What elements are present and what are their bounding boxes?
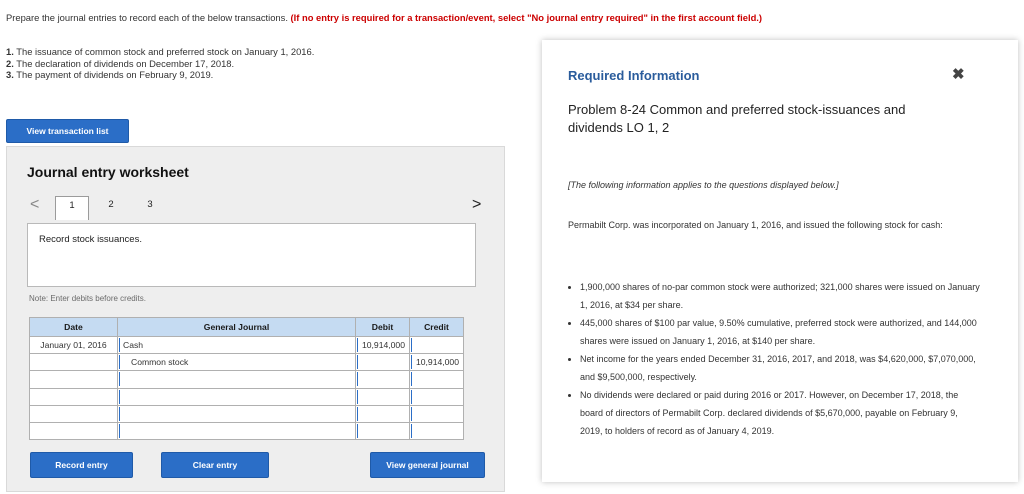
- problem-heading: Problem 8-24 Common and preferred stock-issuances and dividends LO 1, 2: [568, 102, 906, 135]
- clear-entry-button[interactable]: Clear entry: [161, 452, 269, 478]
- table-row: [30, 354, 464, 371]
- view-general-journal-button[interactable]: View general journal: [370, 452, 485, 478]
- debit-header: Debit: [356, 318, 410, 337]
- debit-field[interactable]: [357, 407, 408, 421]
- required-information-panel: [542, 40, 1018, 482]
- account-field[interactable]: [119, 372, 354, 386]
- transaction-item: 3. The payment of dividends on February 9, 2019.: [6, 69, 214, 80]
- credit-field[interactable]: [411, 407, 462, 421]
- record-instruction-text: Record stock issuances.: [39, 234, 142, 245]
- debit-field[interactable]: [357, 372, 408, 386]
- transaction-list: [6, 46, 314, 81]
- account-field[interactable]: [119, 424, 354, 438]
- instructions-emphasis: (If no entry is required for a transaction/event, select "No journal entry required" in the first account field.): [290, 12, 763, 23]
- instructions-text: Prepare the journal entries to record each of the below transactions.: [6, 12, 291, 23]
- tab-1[interactable]: 1: [55, 196, 89, 220]
- journal-table: [29, 317, 464, 440]
- record-entry-button[interactable]: Record entry: [30, 452, 133, 478]
- facts-list: [568, 278, 980, 440]
- general-journal-header: General Journal: [118, 318, 356, 337]
- credit-field[interactable]: [411, 424, 462, 438]
- record-instruction-box: [27, 223, 476, 287]
- worksheet-title: Journal entry worksheet: [27, 164, 189, 180]
- debit-field[interactable]: [357, 424, 408, 438]
- next-arrow-icon[interactable]: >: [472, 196, 482, 213]
- account-field[interactable]: [119, 390, 354, 404]
- credit-field[interactable]: [411, 372, 462, 386]
- instructions: [6, 12, 762, 23]
- date-cell[interactable]: January 01, 2016: [30, 337, 118, 354]
- debit-field[interactable]: [357, 390, 408, 404]
- panel-title: Required Information: [568, 68, 700, 83]
- account-field[interactable]: Common stock: [119, 355, 354, 369]
- credit-field[interactable]: [411, 390, 462, 404]
- tab-2[interactable]: 2: [108, 199, 114, 210]
- tab-3[interactable]: 3: [147, 199, 153, 210]
- debit-field[interactable]: 10,914,000: [357, 338, 408, 352]
- list-item: • No dividends were declared or paid during 2016 or 2017. However, on December 17, 2018, the board of directors of Permabilt Corp. declared dividends of $5,670,000, payable on February 9, 2019, to holders of record as of January 4, 2019.: [580, 386, 980, 440]
- debit-field[interactable]: [357, 355, 408, 369]
- date-cell[interactable]: [30, 371, 118, 388]
- account-field[interactable]: [119, 407, 354, 421]
- list-item: • Net income for the years ended December 31, 2016, 2017, and 2018, was $4,620,000, $7,070,000, and $9,500,000, respectively.: [580, 350, 980, 386]
- table-row: [30, 337, 464, 354]
- date-cell[interactable]: [30, 422, 118, 439]
- credit-field[interactable]: [411, 338, 462, 352]
- transaction-item: 2. The declaration of dividends on December 17, 2018.: [6, 57, 235, 69]
- list-item: • 1,900,000 shares of no-par common stock were authorized; 321,000 shares were issued on January 1, 2016, at $34 per share.: [580, 278, 980, 314]
- applies-note: [The following information applies to the questions displayed below.]: [568, 180, 839, 190]
- prev-arrow-icon[interactable]: <: [30, 196, 40, 213]
- date-cell[interactable]: [30, 405, 118, 422]
- credit-field[interactable]: 10,914,000: [411, 355, 462, 369]
- debit-credit-note: Note: Enter debits before credits.: [29, 294, 146, 303]
- date-cell[interactable]: [30, 388, 118, 405]
- intro-text: Permabilt Corp. was incorporated on January 1, 2016, and issued the following stock for cash:: [568, 220, 943, 230]
- transaction-item: 1. The issuance of common stock and preferred stock on January 1, 2016.: [6, 46, 315, 57]
- date-cell[interactable]: [30, 354, 118, 371]
- list-item: • 445,000 shares of $100 par value, 9.50% cumulative, preferred stock were authorized, and 144,000 shares were issued on January 1, 2016, at $140 per share.: [580, 314, 980, 350]
- credit-header: Credit: [410, 318, 464, 337]
- table-row: [30, 405, 464, 422]
- account-field[interactable]: Cash: [119, 338, 354, 352]
- table-row: [30, 371, 464, 388]
- journal-entry-worksheet: [6, 146, 505, 492]
- table-row: [30, 388, 464, 405]
- table-row: [30, 422, 464, 439]
- date-header: Date: [30, 318, 118, 337]
- close-icon[interactable]: ✖: [952, 66, 965, 83]
- view-transaction-list-button[interactable]: View transaction list: [6, 119, 129, 143]
